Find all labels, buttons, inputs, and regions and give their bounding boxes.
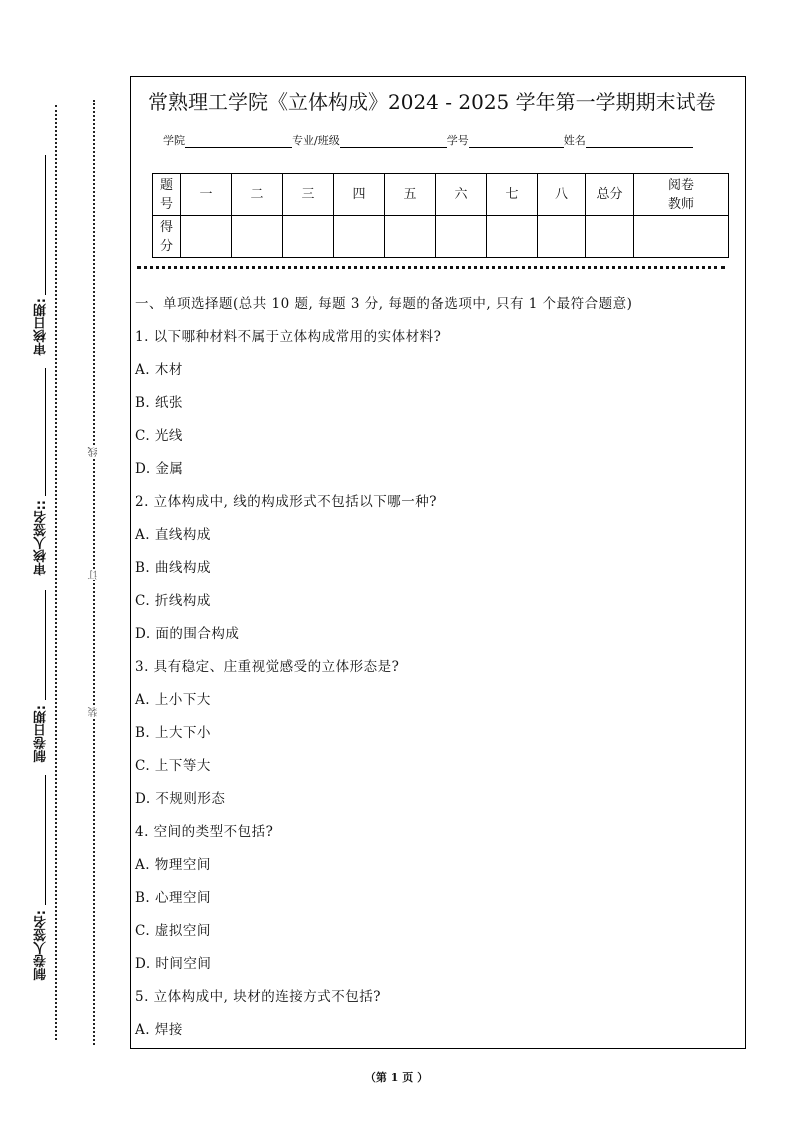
- binding-mark-ding: 订: [89, 570, 100, 580]
- col-header: 四: [334, 174, 385, 216]
- answer-option: C. 折线构成: [135, 593, 211, 609]
- row-label: 得分: [153, 216, 181, 258]
- col-header: 阅卷教师: [634, 174, 729, 216]
- col-header: 三: [283, 174, 334, 216]
- answer-option: C. 虚拟空间: [135, 923, 211, 939]
- answer-option: B. 心理空间: [135, 890, 212, 906]
- make-date-label: 制卷日期:: [34, 705, 49, 763]
- student-id-label: 学号: [446, 134, 469, 147]
- binding-mark-zhuang: 装: [89, 707, 100, 717]
- college-label: 学院: [163, 134, 185, 147]
- review-date-label: 审核日期:: [34, 298, 49, 356]
- score-cell[interactable]: [232, 216, 283, 258]
- question-text: 4. 空间的类型不包括?: [135, 824, 274, 840]
- maker-sign-label: 制卷人签名:: [34, 910, 49, 981]
- question-text: 1. 以下哪种材料不属于立体构成常用的实体材料?: [135, 329, 442, 345]
- major-field[interactable]: [340, 135, 447, 148]
- answer-option: A. 焊接: [135, 1022, 183, 1038]
- answer-option: A. 上小下大: [135, 692, 211, 708]
- score-table: [152, 173, 729, 258]
- col-header: 总分: [586, 174, 634, 216]
- answer-option: A. 直线构成: [135, 527, 211, 543]
- score-cell[interactable]: [538, 216, 586, 258]
- answer-option: D. 金属: [135, 461, 184, 477]
- student-id-field[interactable]: [469, 135, 564, 148]
- answer-option: D. 面的围合构成: [135, 626, 240, 642]
- answer-option: D. 不规则形态: [135, 791, 226, 807]
- question-text: 2. 立体构成中, 线的构成形式不包括以下哪一种?: [135, 494, 437, 510]
- col-header: 二: [232, 174, 283, 216]
- score-cell[interactable]: [436, 216, 487, 258]
- col-header: 一: [181, 174, 232, 216]
- col-header: 六: [436, 174, 487, 216]
- score-cell[interactable]: [586, 216, 634, 258]
- score-cell[interactable]: [181, 216, 232, 258]
- col-header: 七: [487, 174, 538, 216]
- col-header: 五: [385, 174, 436, 216]
- maker-sign-underline: [45, 775, 46, 905]
- score-cell[interactable]: [283, 216, 334, 258]
- score-cell[interactable]: [487, 216, 538, 258]
- dotted-separator: [137, 266, 725, 269]
- binding-dotted-line-outer: [55, 105, 57, 1040]
- reviewer-sign-label: 审核人签名::: [34, 500, 49, 576]
- answer-option: C. 光线: [135, 428, 183, 444]
- name-field[interactable]: [586, 135, 693, 148]
- question-number-row: [153, 174, 729, 216]
- name-label: 姓名: [563, 134, 586, 147]
- answer-option: C. 上下等大: [135, 758, 211, 774]
- exam-title: 常熟理工学院《立体构成》2024 - 2025 学年第一学期期末试卷: [148, 90, 716, 114]
- score-cell[interactable]: [634, 216, 729, 258]
- question-text: 3. 具有稳定、庄重视觉感受的立体形态是?: [135, 659, 400, 675]
- score-cell[interactable]: [334, 216, 385, 258]
- section-heading: 一、单项选择题(总共 10 题, 每题 3 分, 每题的备选项中, 只有 1 个最符合题意): [135, 296, 633, 312]
- college-field[interactable]: [185, 135, 292, 148]
- reviewer-sign-underline: [45, 368, 46, 496]
- score-row: [153, 216, 729, 258]
- answer-option: B. 纸张: [135, 395, 184, 411]
- answer-option: D. 时间空间: [135, 956, 212, 972]
- question-text: 5. 立体构成中, 块材的连接方式不包括?: [135, 989, 381, 1005]
- answer-option: B. 曲线构成: [135, 560, 212, 576]
- page-number: （第 1 页 ）: [364, 1071, 429, 1084]
- answer-option: B. 上大下小: [135, 725, 212, 741]
- review-date-underline: [45, 155, 46, 295]
- student-info: [163, 132, 693, 148]
- answer-option: A. 木材: [135, 362, 183, 378]
- score-cell[interactable]: [385, 216, 436, 258]
- row-label: 题号: [153, 174, 181, 216]
- major-label: 专业/班级: [292, 134, 340, 147]
- answer-option: A. 物理空间: [135, 857, 211, 873]
- col-header: 八: [538, 174, 586, 216]
- make-date-underline: [45, 590, 46, 700]
- binding-mark-xian: 线: [89, 447, 100, 457]
